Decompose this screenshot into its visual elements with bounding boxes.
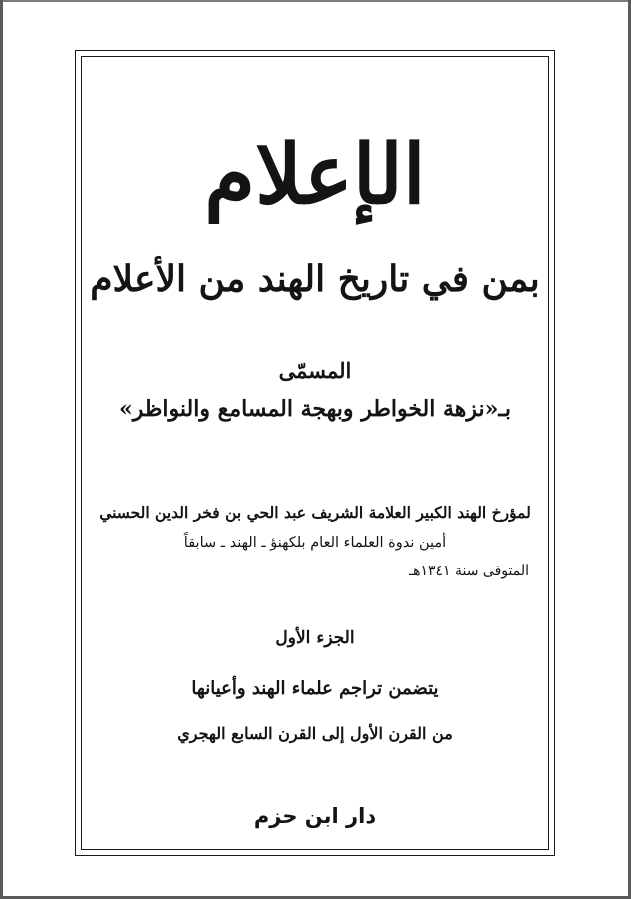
title-page	[81, 56, 549, 850]
publisher-name: دار ابن حزم	[253, 804, 377, 828]
book-main-title: الإعلام	[204, 127, 426, 223]
scan-edge-left	[0, 0, 3, 899]
author-line: لمؤرخ الهند الكبير العلامة الشريف عبد الحي بن فخر الدين الحسني	[99, 503, 531, 522]
alternate-title: بـ«نزهة الخواطر وبهجة المسامع والنواظر»	[119, 396, 511, 422]
named-label: المسمّى	[278, 358, 352, 383]
contents-description-2: من القرن الأول إلى القرن السابع الهجري	[177, 724, 453, 743]
author-death-date: المتوفى سنة ١٣٤١هـ	[409, 563, 529, 579]
scan-edge-top	[0, 0, 631, 2]
contents-description-1: يتضمن تراجم علماء الهند وأعيانها	[191, 678, 439, 699]
book-subtitle: بمن في تاريخ الهند من الأعلام	[90, 258, 540, 300]
volume-label: الجزء الأول	[275, 628, 355, 648]
author-role: أمين ندوة العلماء العام بلكهنؤ ـ الهند ـ سابقاً	[183, 535, 447, 551]
